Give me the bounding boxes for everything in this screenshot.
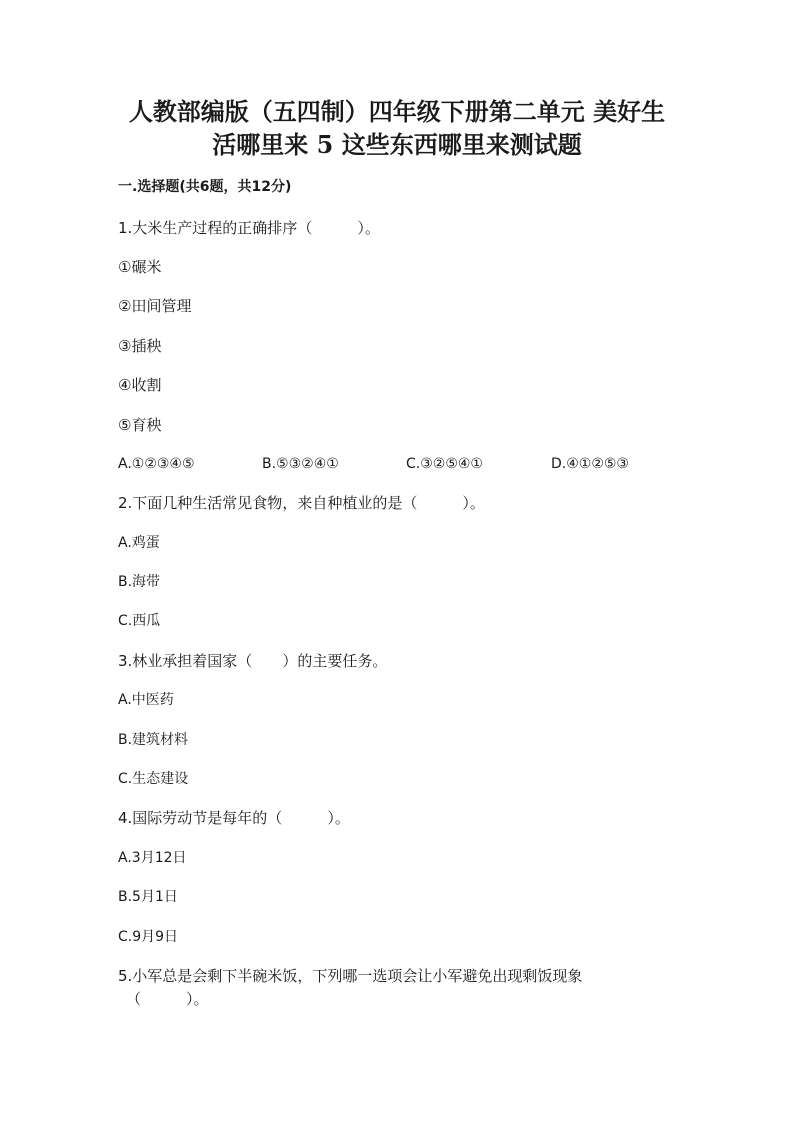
- question-1-step-5: ⑤育秧: [118, 416, 162, 434]
- question-1-option-a: A.①②③④⑤: [118, 456, 195, 472]
- question-2-option-b: B.海带: [118, 574, 161, 590]
- question-3-option-b: B.建筑材料: [118, 732, 189, 748]
- question-4-stem: 4.国际劳动节是每年的（ ）。: [118, 809, 350, 827]
- question-1-step-1: ①碾米: [118, 258, 162, 276]
- question-1-option-c: C.③②⑤④①: [406, 456, 483, 472]
- question-1-step-4: ④收割: [118, 376, 162, 394]
- document-title-line-2: 活哪里来 5 这些东西哪里来测试题: [212, 130, 582, 159]
- question-1-step-2: ②田间管理: [118, 297, 192, 315]
- question-4-option-b: B.5月1日: [118, 889, 178, 905]
- question-1-step-3: ③插秧: [118, 337, 162, 355]
- question-2-option-a: A.鸡蛋: [118, 535, 160, 551]
- question-5-stem-line-1: 5.小军总是会剩下半碗米饭，下列哪一选项会让小军避免出现剩饭现象: [118, 967, 583, 985]
- question-3-stem: 3.林业承担着国家（ ）的主要任务。: [118, 652, 388, 670]
- question-1-option-b: B.⑤③②④①: [262, 456, 339, 472]
- section-heading: 一.选择题(共6题，共12分): [118, 179, 292, 195]
- question-1-option-d: D.④①②⑤③: [551, 456, 629, 472]
- question-3-option-c: C.生态建设: [118, 771, 189, 787]
- question-1-stem: 1.大米生产过程的正确排序（ ）。: [118, 219, 380, 237]
- document-title-line-1: 人教部编版（五四制）四年级下册第二单元 美好生: [128, 97, 666, 126]
- question-4-option-c: C.9月9日: [118, 929, 179, 945]
- question-2-option-c: C.西瓜: [118, 613, 161, 629]
- question-5-stem-line-2: （ ）。: [126, 990, 209, 1008]
- question-4-option-a: A.3月12日: [118, 850, 187, 866]
- question-3-option-a: A.中医药: [118, 692, 174, 708]
- question-2-stem: 2.下面几种生活常见食物，来自种植业的是（ ）。: [118, 494, 485, 512]
